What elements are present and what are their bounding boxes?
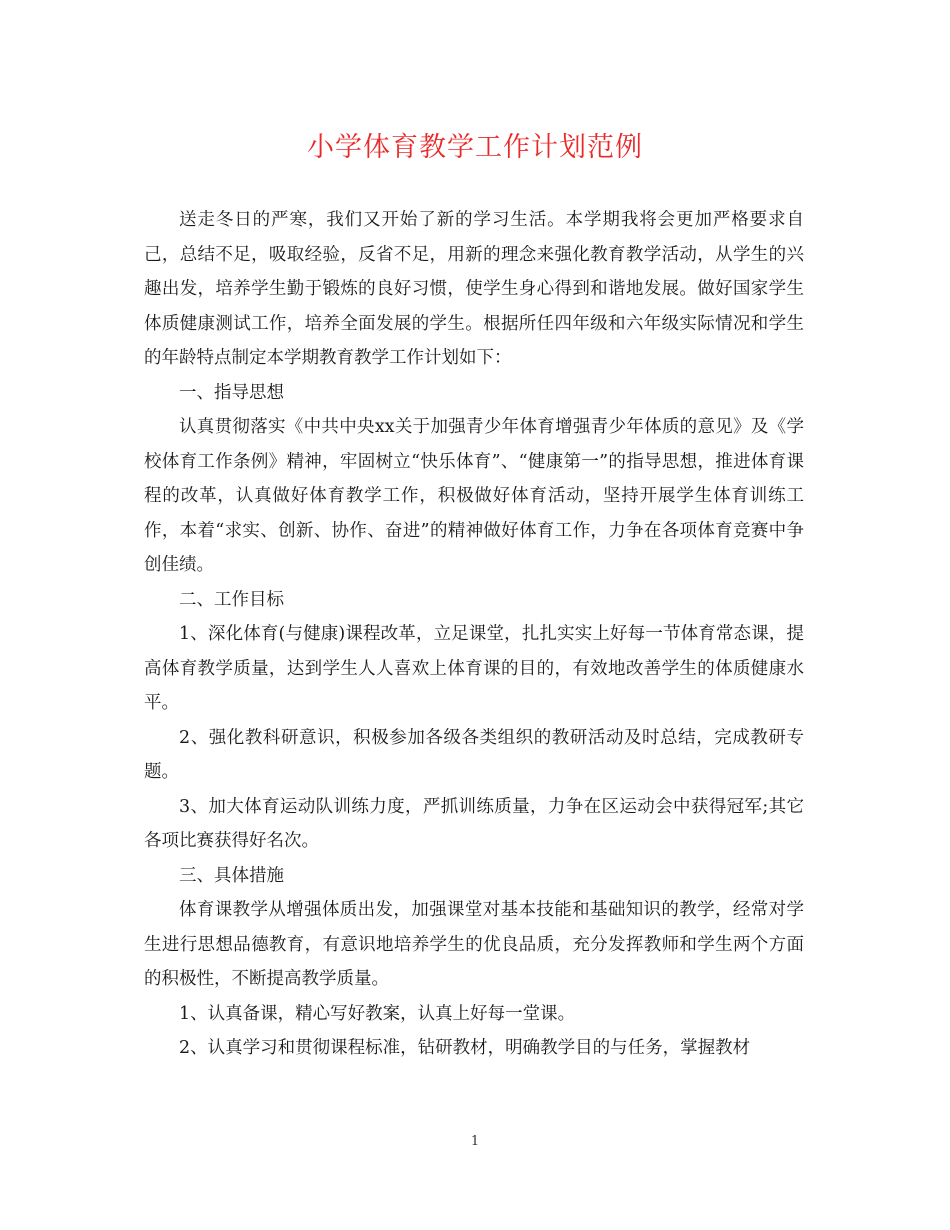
intro-paragraph: 送走冬日的严寒，我们又开始了新的学习生活。本学期我将会更加严格要求自己，总结不足，吸取经验，反省不足，用新的理念来强化教育教学活动，从学生的兴趣出发，培养学生勤于锻炼的良好习惯，使学生身心得到和谐地发展。做好国家学生体质健康测试工作，培养全面发展的学生。根据所任四年级和六年级实际情况和学生的年龄特点制定本学期教育教学工作计划如下： <box>144 210 804 368</box>
work-goal-item-2: 2、强化教科研意识，积极参加各级各类组织的教研活动及时总结，完成教研专题。 <box>144 727 804 782</box>
page-number: 1 <box>470 1134 480 1149</box>
section-heading-measures: 三、具体措施 <box>179 865 284 886</box>
section-heading-guiding-ideology: 一、指导思想 <box>179 382 284 403</box>
guiding-ideology-paragraph: 认真贯彻落实《中共中央xx关于加强青少年体育增强青少年体质的意见》及《学校体育工作条例》精神，牢固树立“快乐体育”、“健康第一”的指导思想，推进体育课程的改革，认真做好体育教学工作，积极做好体育活动，坚持开展学生体育训练工作，本着“求实、创新、协作、奋进”的精神做好体育工作，力争在各项体育竞赛中争创佳绩。 <box>144 417 804 575</box>
measure-item-2: 2、认真学习和贯彻课程标准，钻研教材，明确教学目的与任务，掌握教材 <box>179 1038 751 1058</box>
work-goal-item-1: 1、深化体育(与健康)课程改革，立足课堂，扎扎实实上好每一节体育常态课，提高体育教学质量，达到学生人人喜欢上体育课的目的，有效地改善学生的体质健康水平。 <box>144 624 804 713</box>
document-body <box>144 203 804 1066</box>
work-goal-item-3: 3、加大体育运动队训练力度，严抓训练质量，力争在区运动会中获得冠军;其它各项比赛获得好名次。 <box>144 796 804 851</box>
section-heading-work-goals: 二、工作目标 <box>179 589 284 610</box>
measure-item-1: 1、认真备课，精心写好教案，认真上好每一堂课。 <box>179 1003 576 1024</box>
document-title: 小学体育教学工作计划范例 <box>307 132 643 163</box>
measures-paragraph: 体育课教学从增强体质出发，加强课堂对基本技能和基础知识的教学，经常对学生进行思想品德教育，有意识地培养学生的优良品质，充分发挥教师和学生两个方面的积极性，不断提高教学质量。 <box>144 900 804 989</box>
